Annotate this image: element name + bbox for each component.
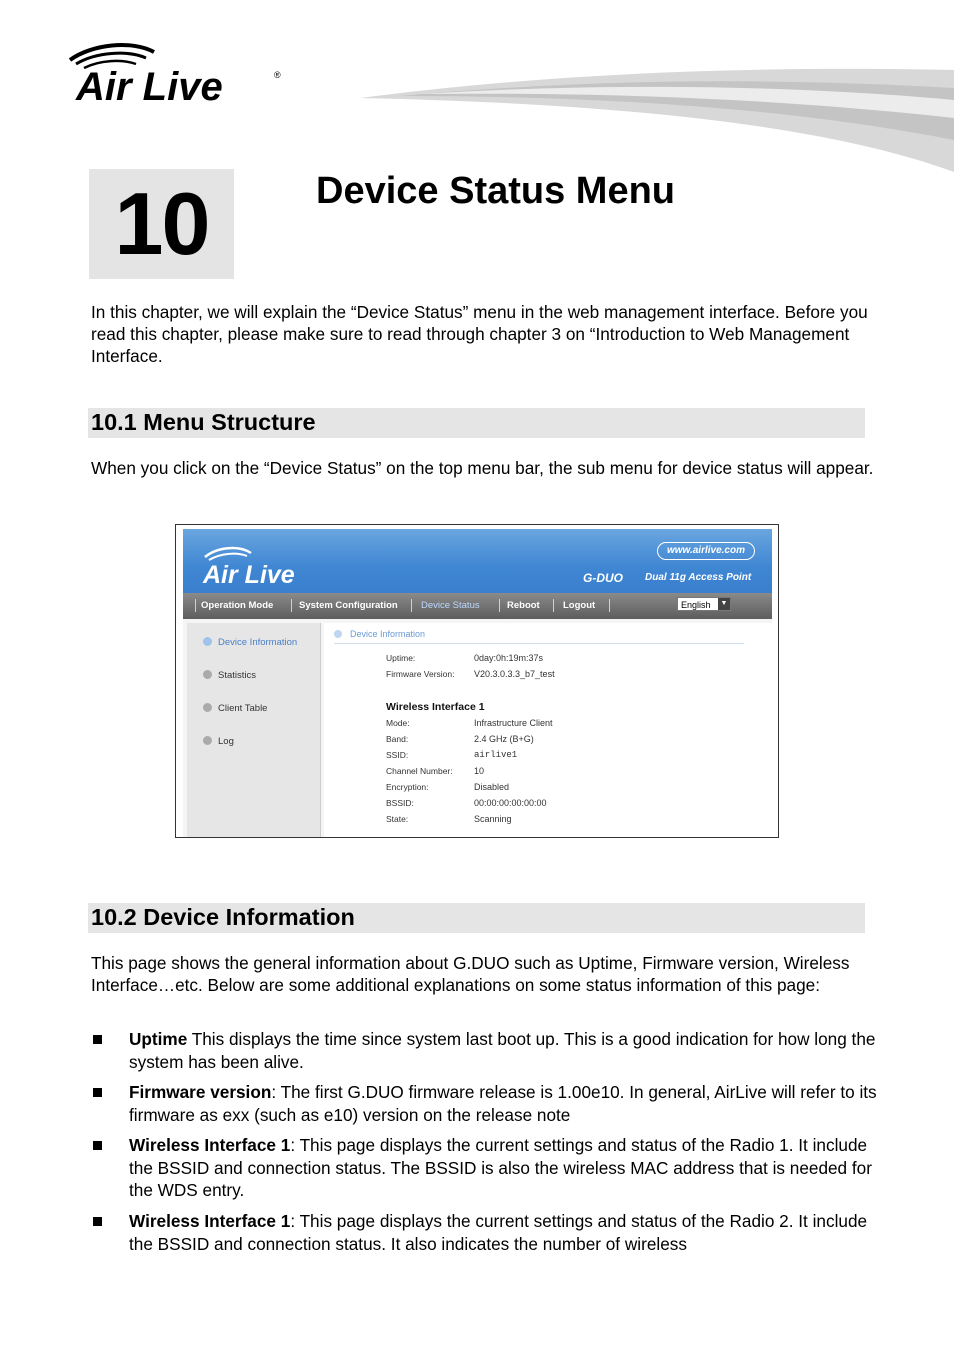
- ui-info-value: Scanning: [474, 814, 512, 824]
- ui-info-value: 10: [474, 766, 485, 776]
- section-heading: 10.2 Device Information: [91, 904, 355, 930]
- ui-info-value: Infrastructure Client: [474, 718, 553, 728]
- ui-nav-reboot: Reboot: [507, 600, 540, 611]
- intro-paragraph: In this chapter, we will explain the “Device Status” menu in the web management interface. Before you read this chapter, please make sure to read through chapter 3 on “Introduction to Web Management Interface.: [91, 302, 868, 366]
- square-bullet-icon: [93, 1035, 102, 1044]
- section-heading: 10.1 Menu Structure: [91, 409, 316, 435]
- ui-info-value: 2.4 GHz (B+G): [474, 734, 534, 744]
- ui-info-key: Uptime:: [386, 653, 416, 663]
- ui-url-badge: www.airlive.com: [657, 542, 755, 560]
- ui-language-select: English ▼: [677, 597, 731, 611]
- ui-main-panel: [324, 623, 772, 837]
- ui-nav-operation-mode: Operation Mode: [201, 600, 274, 611]
- ui-info-key: Band:: [386, 734, 409, 744]
- list-item-text: This page displays the current settings and status of the Radio 1. It include the BSSID and connection status. The BSSID is also the wireless MAC address that is needed for the WDS entry.: [129, 1135, 872, 1200]
- chapter-number-box: [89, 169, 234, 279]
- ui-nav-logout: Logout: [563, 600, 596, 611]
- list-item: Firmware version: The first G.DUO firmware release is 1.00e10. In general, AirLive will refer to its firmware as exx (such as e10) version on the release note: [91, 1081, 881, 1126]
- square-bullet-icon: [93, 1217, 102, 1226]
- ui-info-key: SSID:: [386, 750, 409, 760]
- ui-info-value: 0day:0h:19m:37s: [474, 653, 544, 663]
- web-ui-screenshot: [175, 524, 779, 838]
- ui-info-value: Disabled: [474, 782, 510, 792]
- ui-sidebar-log: Log: [203, 736, 234, 747]
- ui-sidebar: [187, 623, 321, 837]
- chapter-title: Device Status Menu: [316, 170, 675, 212]
- ui-info-value: airlive1: [474, 750, 518, 760]
- airlive-logo: [62, 38, 292, 108]
- chevron-down-icon: ▼: [718, 598, 730, 610]
- ui-info-value: V20.3.0.3.3_b7_test: [474, 669, 555, 679]
- ui-tagline: Dual 11g Access Point: [645, 572, 752, 583]
- list-item: Wireless Interface 1: This page displays the current settings and status of the Radio 1. It include the BSSID and connection status. The BSSID is also the wireless MAC address that is needed for the WDS entry.: [91, 1134, 881, 1202]
- chapter-number: 10: [114, 174, 209, 273]
- svg-text:Air Live: Air Live: [203, 561, 295, 587]
- ui-info-key: BSSID:: [386, 798, 414, 808]
- square-bullet-icon: [93, 1141, 102, 1150]
- list-item-term: Wireless Interface 1: [129, 1135, 291, 1155]
- ui-wireless-heading: Wireless Interface 1: [386, 701, 485, 713]
- ui-nav-system-configuration: System Configuration: [299, 600, 398, 611]
- ui-info-key: State:: [386, 814, 409, 824]
- logo-text: Air Live: [76, 65, 223, 108]
- list-item-text: This page displays the current settings and status of the Radio 2. It include the BSSID and connection status. It also indicates the number of wireless: [129, 1211, 868, 1254]
- list-item-term: Uptime: [129, 1029, 188, 1049]
- ui-info-key: Mode:: [386, 718, 410, 728]
- svg-text:®: ®: [274, 70, 281, 80]
- list-item: [91, 1028, 881, 1073]
- ui-sidebar-client-table: Client Table: [203, 703, 267, 714]
- ui-info-key: Channel Number:: [386, 766, 453, 776]
- list-item: Wireless Interface 1: This page displays the current settings and status of the Radio 2. It include the BSSID and connection status. It also indicates the number of wireless: [91, 1210, 881, 1255]
- ui-sidebar-statistics: Statistics: [203, 670, 256, 681]
- section-paragraph: When you click on the “Device Status” on the top menu bar, the sub menu for device status will appear.: [91, 458, 874, 478]
- square-bullet-icon: [93, 1088, 102, 1097]
- section-heading-bar: [88, 903, 865, 933]
- ui-info-key: Firmware Version:: [386, 669, 455, 679]
- section-heading-bar: [88, 408, 865, 438]
- ui-nav-device-status: Device Status: [421, 600, 480, 611]
- ui-info-key: Encryption:: [386, 782, 429, 792]
- list-item-text: This displays the time since system last boot up. This is a good indication for how long the system has been alive.: [129, 1029, 876, 1072]
- ui-sidebar-device-information: Device Information: [203, 637, 297, 648]
- section-paragraph: This page shows the general information about G.DUO such as Uptime, Firmware version, Wireless Interface…etc. Below are some additional explanations on some status information of this page:: [91, 953, 850, 995]
- ui-info-value: 00:00:00:00:00:00: [474, 798, 547, 808]
- ui-banner: [183, 529, 772, 593]
- ui-model: G-DUO: [583, 571, 623, 585]
- ui-logo: [199, 543, 339, 587]
- ui-main-heading: Device Information: [334, 629, 425, 639]
- list-item-text: The first G.DUO firmware release is 1.00e10. In general, AirLive will refer to its firmware as exx (such as e10) version on the release note: [129, 1082, 877, 1125]
- list-item-term: Wireless Interface 1: [129, 1211, 291, 1231]
- list-item-term: Firmware version: [129, 1082, 272, 1102]
